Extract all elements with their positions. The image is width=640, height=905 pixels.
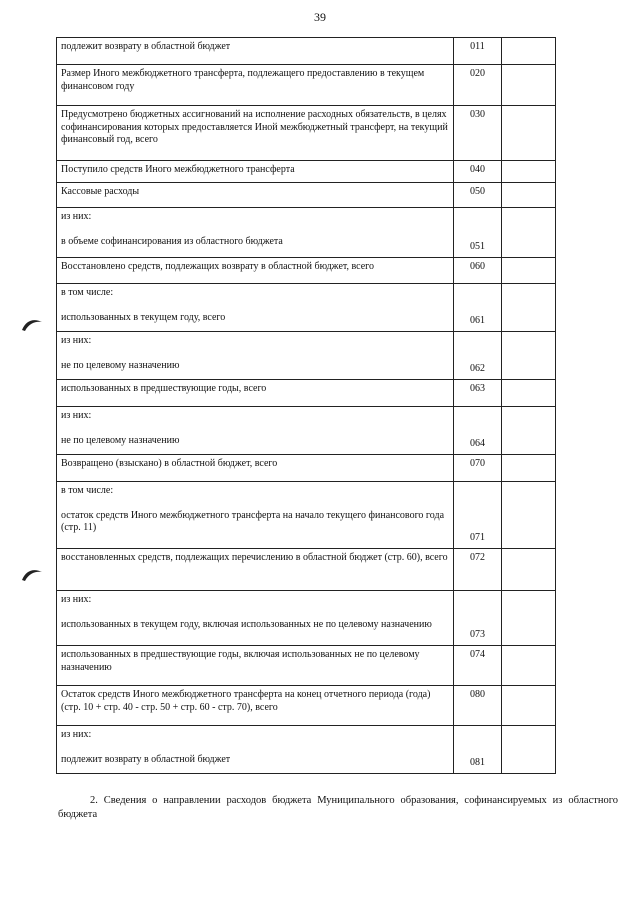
row-label: использованных в текущем году, всего [61,311,226,323]
row-code-cell: 050 [454,183,502,208]
row-code-cell: 061 [454,284,502,332]
row-name-cell [57,686,454,726]
row-code-cell: 040 [454,161,502,183]
row-label: подлежит возврату в областной бюджет [61,753,231,765]
row-subheading: в том числе: [61,287,114,298]
row-subheading: из них: [61,335,92,346]
row-label: Предусмотрено бюджетных ассигнований на исполнение расходных обязательств, в целях софинансирования которых предоставляется Иной межбюджетный трансферт, на текущий финансовый год, всего [61,109,448,145]
row-value-cell [502,38,556,65]
row-value-cell [502,646,556,686]
row-name-cell [57,726,454,774]
row-subheading: из них: [61,410,92,421]
row-value-cell [502,407,556,455]
row-label: восстановленных средств, подлежащих перечислению в областной бюджет (стр. 60), всего [61,552,448,563]
row-value-cell [502,284,556,332]
row-subheading: из них: [61,594,92,605]
section-note: 2. Сведения о направлении расходов бюджета Муниципального образования, софинансируемых из областного бюджета [58,795,618,820]
row-value-cell [502,482,556,549]
table-row [57,407,556,455]
row-name-cell [57,407,454,455]
table-row [57,726,556,774]
table-row [57,380,556,407]
row-name-cell [57,332,454,380]
row-name-cell [57,106,454,161]
binding-hole-mark-icon [20,566,44,584]
row-name-cell [57,38,454,65]
binding-hole-mark-icon [20,316,44,334]
row-value-cell [502,455,556,482]
row-label: остаток средств Иного межбюджетного трансферта на начало текущего финансового года (стр. 11) [61,509,445,533]
row-label: Остаток средств Иного межбюджетного трансферта на конец отчетного периода (года) (стр. 10 + стр. 40 - стр. 50 + стр. 60 - стр. 70), всего [61,689,431,713]
row-code-cell: 051 [454,208,502,258]
row-name-cell [57,455,454,482]
row-value-cell [502,726,556,774]
row-label: Возвращено (взыскано) в областной бюджет, всего [61,458,278,469]
table-row [57,258,556,284]
row-label: использованных в предшествующие годы, включая использованных не по целевому назначению [61,649,420,673]
row-value-cell [502,686,556,726]
table-row [57,549,556,591]
table-row [57,161,556,183]
row-code-cell: 080 [454,686,502,726]
row-value-cell [502,258,556,284]
row-value-cell [502,332,556,380]
row-name-cell [57,161,454,183]
table-row [57,332,556,380]
table-row [57,284,556,332]
table-row [57,208,556,258]
row-label: использованных в текущем году, включая использованных не по целевому назначению [61,618,432,630]
row-label: в объеме софинансирования из областного бюджета [61,235,283,247]
row-code-cell: 072 [454,549,502,591]
page-number: 39 [314,10,326,24]
row-code-cell: 074 [454,646,502,686]
row-code-cell: 063 [454,380,502,407]
row-value-cell [502,549,556,591]
row-name-cell [57,183,454,208]
table-row [57,106,556,161]
row-name-cell [57,549,454,591]
row-value-cell [502,161,556,183]
row-code-cell: 073 [454,591,502,646]
row-label: подлежит возврату в областной бюджет [61,41,231,52]
table-row [57,482,556,549]
row-label: Поступило средств Иного межбюджетного трансферта [61,164,295,175]
row-subheading: из них: [61,729,92,740]
row-value-cell [502,65,556,106]
row-value-cell [502,380,556,407]
row-subheading: в том числе: [61,485,114,496]
row-code-cell: 070 [454,455,502,482]
row-name-cell [57,380,454,407]
table-row [57,591,556,646]
row-code-cell: 081 [454,726,502,774]
table-row [57,455,556,482]
row-name-cell [57,258,454,284]
row-label: Кассовые расходы [61,186,140,197]
table-row [57,646,556,686]
row-code-cell: 060 [454,258,502,284]
row-value-cell [502,106,556,161]
row-name-cell [57,65,454,106]
row-label: не по целевому назначению [61,359,180,371]
table-row [57,686,556,726]
table-row [57,38,556,65]
row-value-cell [502,591,556,646]
row-value-cell [502,183,556,208]
row-label: не по целевому назначению [61,434,180,446]
row-label: использованных в предшествующие годы, всего [61,383,267,394]
row-code-cell: 062 [454,332,502,380]
report-table [56,37,556,774]
row-label: Размер Иного межбюджетного трансферта, подлежащего предоставлению в текущем финансовом году [61,68,425,92]
row-code-cell: 011 [454,38,502,65]
row-value-cell [502,208,556,258]
row-code-cell: 071 [454,482,502,549]
row-name-cell [57,591,454,646]
row-code-cell: 020 [454,65,502,106]
row-code-cell: 064 [454,407,502,455]
row-subheading: из них: [61,211,92,222]
row-name-cell [57,208,454,258]
row-name-cell [57,646,454,686]
row-name-cell [57,284,454,332]
table-row [57,183,556,208]
table-row [57,65,556,106]
row-code-cell: 030 [454,106,502,161]
row-name-cell [57,482,454,549]
row-label: Восстановлено средств, подлежащих возврату в областной бюджет, всего [61,261,375,272]
